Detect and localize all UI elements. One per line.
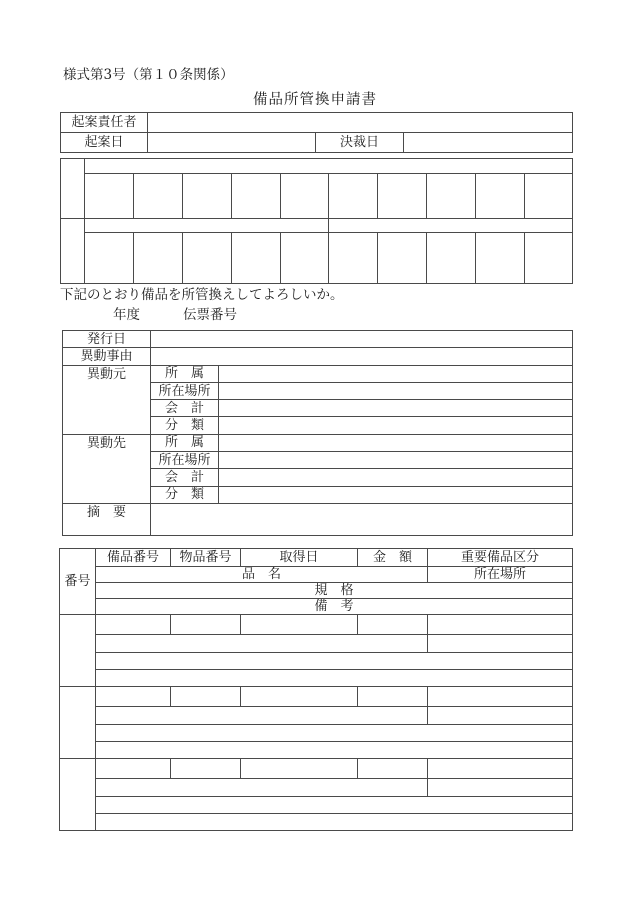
ido-saki-kaikei-input-cell[interactable] — [219, 469, 573, 486]
ido-moto-shozai-input-cell[interactable] — [219, 382, 573, 399]
stamp-cell[interactable] — [232, 233, 281, 284]
shozai-basho-header: 所在場所 — [428, 567, 573, 583]
items-table — [59, 548, 573, 831]
stamp-cell[interactable] — [232, 174, 281, 219]
buppin-bango-header: 物品番号 — [171, 549, 241, 567]
transfer-detail-table — [62, 330, 573, 536]
stamp-cell[interactable] — [427, 233, 476, 284]
form-number: 様式第3号（第１０条関係） — [63, 67, 234, 83]
shutokubi-header: 取得日 — [241, 549, 358, 567]
entry-shutokubi-cell[interactable] — [241, 615, 358, 635]
juyo-bihin-kubun-header: 重要備品区分 — [428, 549, 573, 567]
stamp-header-strip — [85, 159, 573, 174]
entry-buppin-bango-cell[interactable] — [171, 687, 241, 707]
tekiyo-label: 摘 要 — [63, 503, 151, 535]
hinmei-header: 品 名 — [96, 567, 428, 583]
ido-moto-kaikei-input-cell[interactable] — [219, 400, 573, 417]
stamp-cell[interactable] — [134, 174, 183, 219]
entry-juyo-kubun-cell[interactable] — [428, 615, 573, 635]
entry-kingaku-cell[interactable] — [358, 687, 428, 707]
ido-moto-bunrui-input-cell[interactable] — [219, 417, 573, 434]
entry-buppin-bango-cell[interactable] — [171, 759, 241, 779]
entry-hinmei-cell[interactable] — [96, 707, 428, 725]
stamp-header-strip-left — [85, 219, 329, 233]
stamp-cell[interactable] — [281, 233, 329, 284]
ido-moto-shozoku-label: 所 属 — [151, 365, 219, 382]
stamp-cell[interactable] — [378, 233, 427, 284]
entry-kingaku-cell[interactable] — [358, 759, 428, 779]
ido-moto-shozoku-input-cell[interactable] — [219, 365, 573, 382]
stamp-group-side-cell — [61, 159, 85, 219]
denpyo-bango-label: 伝票番号 — [183, 307, 237, 323]
stamp-cell[interactable] — [378, 174, 427, 219]
kingaku-header: 金 額 — [358, 549, 428, 567]
stamp-cell[interactable] — [85, 233, 134, 284]
hakkobi-input-cell[interactable] — [151, 331, 573, 348]
ido-moto-kaikei-label: 会 計 — [151, 400, 219, 417]
stamp-cell[interactable] — [183, 174, 232, 219]
entry-juyo-kubun-cell[interactable] — [428, 759, 573, 779]
ido-jiyu-label: 異動事由 — [63, 348, 151, 365]
stamp-group-side-cell — [61, 219, 85, 284]
entry-biko-cell[interactable] — [96, 814, 573, 831]
ido-moto-shozai-label: 所在場所 — [151, 382, 219, 399]
approval-stamp-table — [60, 158, 573, 284]
kessai-bi-label: 決裁日 — [316, 133, 404, 153]
bihin-bango-header: 備品番号 — [96, 549, 171, 567]
entry-kikaku-cell[interactable] — [96, 725, 573, 742]
ido-saki-label: 異動先 — [63, 434, 151, 503]
kian-bi-input-cell[interactable] — [148, 133, 316, 153]
stamp-cell[interactable] — [476, 233, 525, 284]
nendo-label: 年度 — [113, 307, 140, 323]
entry-juyo-kubun-cell[interactable] — [428, 687, 573, 707]
entry-shozai-basho-cell[interactable] — [428, 635, 573, 653]
entry-kingaku-cell[interactable] — [358, 615, 428, 635]
stamp-cell[interactable] — [525, 174, 573, 219]
ido-saki-shozoku-label: 所 属 — [151, 434, 219, 451]
stamp-cell[interactable] — [85, 174, 134, 219]
stamp-cell[interactable] — [329, 174, 378, 219]
stamp-header-strip-right — [329, 219, 573, 233]
entry-bihin-bango-cell[interactable] — [96, 615, 171, 635]
tekiyo-input-cell[interactable] — [151, 503, 573, 535]
stamp-cell[interactable] — [329, 233, 378, 284]
kian-sekininsha-label: 起案責任者 — [61, 113, 148, 133]
entry-bihin-bango-cell[interactable] — [96, 687, 171, 707]
ido-moto-label: 異動元 — [63, 365, 151, 434]
entry-bihin-bango-cell[interactable] — [96, 759, 171, 779]
ido-moto-bunrui-label: 分 類 — [151, 417, 219, 434]
approval-note: 下記のとおり備品を所管換えしてよろしいか。 — [60, 287, 344, 303]
entry-shutokubi-cell[interactable] — [241, 759, 358, 779]
stamp-cell[interactable] — [183, 233, 232, 284]
bango-header-label: 番号 — [60, 549, 96, 615]
page-title: 備品所管換申請書 — [253, 92, 377, 108]
entry-bango-cell[interactable] — [60, 687, 96, 759]
entry-bango-cell[interactable] — [60, 759, 96, 831]
entry-biko-cell[interactable] — [96, 670, 573, 687]
ido-saki-shozai-input-cell[interactable] — [219, 452, 573, 469]
kian-bi-label: 起案日 — [61, 133, 148, 153]
stamp-cell[interactable] — [427, 174, 476, 219]
entry-buppin-bango-cell[interactable] — [171, 615, 241, 635]
entry-kikaku-cell[interactable] — [96, 797, 573, 814]
ido-saki-shozai-label: 所在場所 — [151, 452, 219, 469]
entry-hinmei-cell[interactable] — [96, 635, 428, 653]
kikaku-header: 規 格 — [96, 583, 573, 599]
entry-shozai-basho-cell[interactable] — [428, 707, 573, 725]
stamp-cell[interactable] — [281, 174, 329, 219]
stamp-cell[interactable] — [476, 174, 525, 219]
entry-hinmei-cell[interactable] — [96, 779, 428, 797]
ido-saki-bunrui-input-cell[interactable] — [219, 486, 573, 503]
ido-jiyu-input-cell[interactable] — [151, 348, 573, 365]
ido-saki-shozoku-input-cell[interactable] — [219, 434, 573, 451]
kessai-bi-input-cell[interactable] — [404, 133, 573, 153]
entry-shozai-basho-cell[interactable] — [428, 779, 573, 797]
entry-kikaku-cell[interactable] — [96, 653, 573, 670]
ido-saki-bunrui-label: 分 類 — [151, 486, 219, 503]
stamp-cell[interactable] — [525, 233, 573, 284]
draft-info-table — [60, 112, 573, 153]
entry-bango-cell[interactable] — [60, 615, 96, 687]
stamp-cell[interactable] — [134, 233, 183, 284]
entry-biko-cell[interactable] — [96, 742, 573, 759]
biko-header: 備 考 — [96, 599, 573, 615]
kian-sekininsha-input-cell[interactable] — [148, 113, 573, 133]
hakkobi-label: 発行日 — [63, 331, 151, 348]
entry-shutokubi-cell[interactable] — [241, 687, 358, 707]
ido-saki-kaikei-label: 会 計 — [151, 469, 219, 486]
